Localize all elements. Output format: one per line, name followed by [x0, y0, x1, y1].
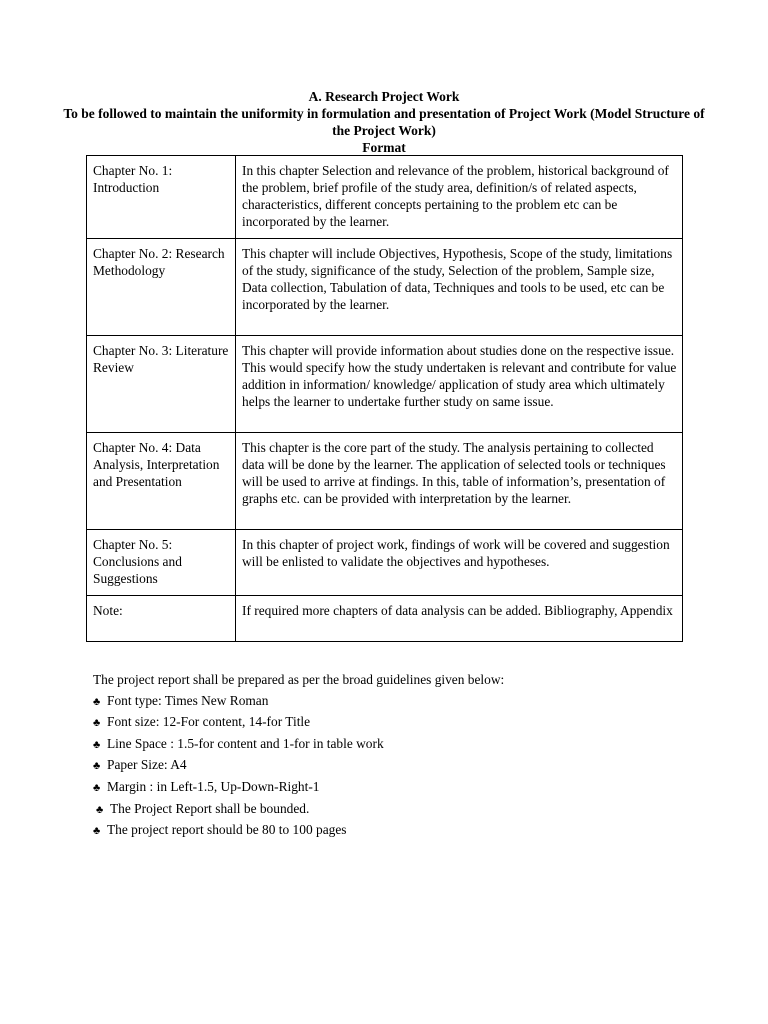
list-item: ♣ Font type: Times New Roman — [93, 691, 693, 713]
list-item: ♣ Margin : in Left-1.5, Up-Down-Right-1 — [93, 777, 693, 799]
chapter-cell: Chapter No. 1: Introduction — [87, 156, 236, 239]
club-icon: ♣ — [93, 717, 101, 730]
description-cell: In this chapter Selection and relevance of the problem, historical background of the problem, brief profile of the study area, definition/s of related aspects, characteristics, different concepts pertaining to the problem etc can be incorporated by the learner. — [236, 156, 683, 239]
description-cell: This chapter will include Objectives, Hypothesis, Scope of the study, limitations of the study, significance of the study, Selection of the problem, Sample size, Data collection, Tabulation of data, Techniques and tools to be used, etc can be incorporated by the learner. — [236, 239, 683, 336]
club-icon: ♣ — [93, 760, 101, 773]
list-item: ♣ The project report should be 80 to 100 pages — [93, 820, 693, 842]
description-cell: In this chapter of project work, findings of work will be covered and suggestion will be enlisted to validate the objectives and hypotheses. — [236, 530, 683, 596]
guidelines-section — [93, 670, 693, 842]
table-row — [87, 336, 683, 433]
club-icon: ♣ — [93, 825, 101, 838]
guidelines-intro: The project report shall be prepared as per the broad guidelines given below: — [93, 672, 505, 687]
guidelines-list — [93, 691, 693, 842]
club-icon: ♣ — [96, 803, 104, 816]
description-cell: This chapter will provide information about studies done on the respective issue. This would specify how the study undertaken is relevant and contribute for value addition in information/ knowledge/ application of study area which ultimately helps the learner to undertake further study on same issue. — [236, 336, 683, 433]
list-item: ♣ Font size: 12-For content, 14-for Title — [93, 712, 693, 734]
list-item: ♣ The Project Report shall be bounded. — [93, 799, 693, 821]
chapter-structure-table — [86, 155, 683, 642]
document-title: A. Research Project Work — [308, 89, 460, 104]
club-icon: ♣ — [93, 695, 101, 708]
chapter-cell: Chapter No. 2: Research Methodology — [87, 239, 236, 336]
chapter-cell: Note: — [87, 596, 236, 642]
list-item: ♣ Line Space : 1.5-for content and 1-for in table work — [93, 734, 693, 756]
chapter-cell: Chapter No. 4: Data Analysis, Interpretation and Presentation — [87, 433, 236, 530]
club-icon: ♣ — [93, 781, 101, 794]
club-icon: ♣ — [93, 738, 101, 751]
format-heading: Format — [362, 140, 406, 155]
table-row — [87, 530, 683, 596]
table-row — [87, 596, 683, 642]
table-row — [87, 433, 683, 530]
table-row — [87, 239, 683, 336]
table-row — [87, 156, 683, 239]
description-cell: This chapter is the core part of the study. The analysis pertaining to collected data will be done by the learner. The application of selected tools or techniques will be used to arrive at findings. In this, table of information’s, presentation of graphs etc. can be provided with interpretation by the learner. — [236, 433, 683, 530]
list-item: ♣ Paper Size: A4 — [93, 755, 693, 777]
chapter-cell: Chapter No. 5: Conclusions and Suggestions — [87, 530, 236, 596]
chapter-cell: Chapter No. 3: Literature Review — [87, 336, 236, 433]
document-subtitle: To be followed to maintain the uniformity in formulation and presentation of Project Work (Model Structure of the Project Work) — [63, 106, 705, 138]
description-cell: If required more chapters of data analysis can be added. Bibliography, Appendix — [236, 596, 683, 642]
